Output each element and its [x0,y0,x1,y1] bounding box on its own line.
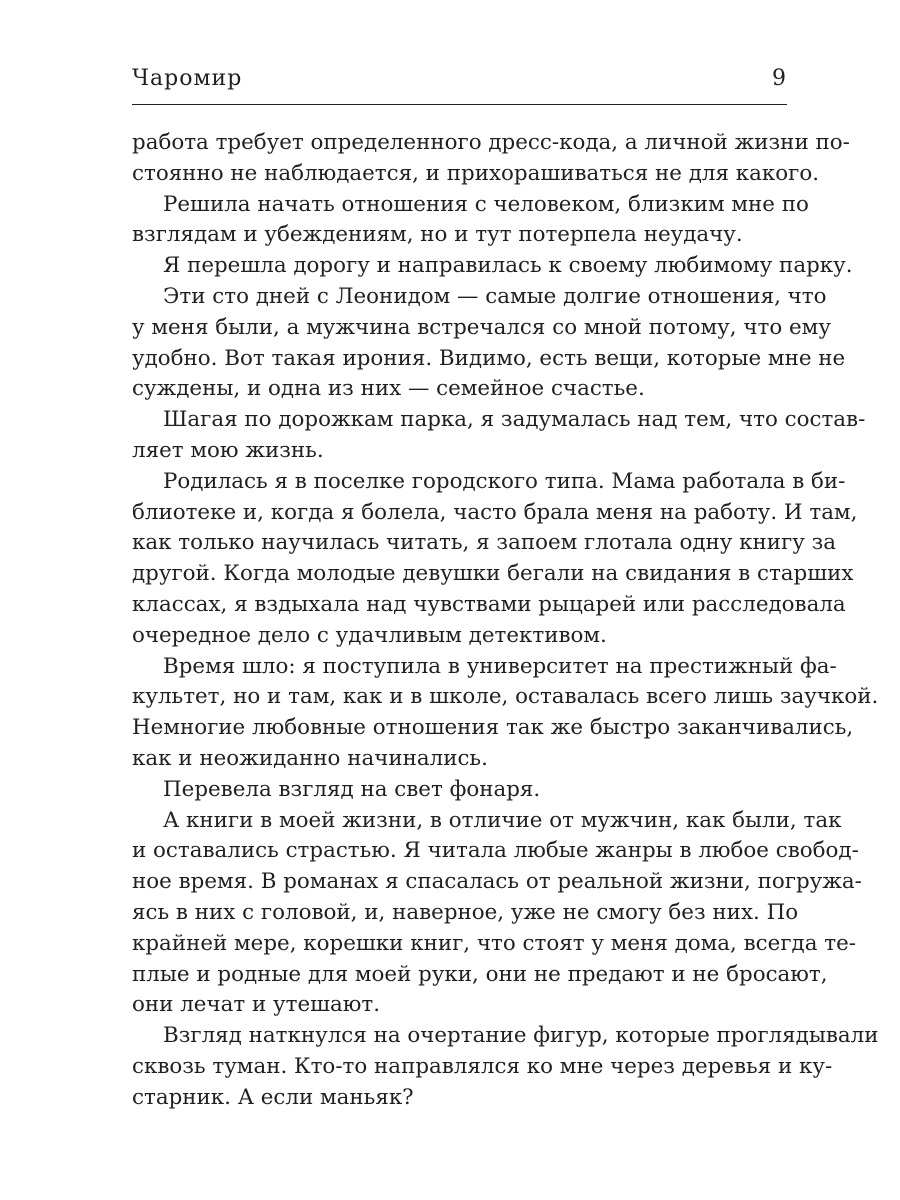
text-line: классах, я вздыхала над чувствами рыцарей или расследовала [132,591,846,617]
text-line: Шагая по дорожкам парка, я задумалась над тем, что состав- [163,407,866,433]
running-header [132,66,787,96]
paragraph [132,251,853,282]
paragraph [132,806,862,1022]
paragraph [132,282,846,405]
text-line: работа требует определенного дресс-кода, а личной жизни по- [132,130,850,155]
paragraph [132,405,866,467]
paragraph [132,1021,879,1113]
text-line: Немногие любовные отношения так же быстро заканчивались, [132,715,854,741]
text-line: сквозь туман. Кто-то направлялся ко мне через деревья и ку- [132,1053,833,1079]
text-line: крайней мере, корешки книг, что стоят у меня дома, всегда те- [132,930,856,956]
text-line: удобно. Вот такая ирония. Видимо, есть вещи, которые мне не [132,345,846,371]
text-line: блиотеке и, когда я болела, часто брала меня на работу. И там, [132,499,858,525]
text-line: как только научилась читать, я запоем глотала одну книгу за [132,530,837,556]
text-line: плые и родные для моей руки, они не предают и не бросают, [132,961,828,987]
running-title: Чаромир [132,66,243,91]
text-line: взглядам и убеждениям, но и тут потерпела неудачу. [132,222,743,248]
text-line: у меня были, а мужчина встречался со мной потому, что ему [132,314,831,340]
text-line: очередное дело с удачливым детективом. [132,622,607,648]
paragraph [132,775,787,806]
text-line: они лечат и утешают. [132,992,380,1018]
text-line: ляет мою жизнь. [132,437,324,463]
paragraph [132,652,879,775]
text-line: Родилась я в поселке городского типа. Мама работала в би- [163,468,846,494]
text-line: Эти сто дней с Леонидом — самые долгие отношения, что [163,283,827,309]
text-line: Взгляд наткнулся на очертание фигур, которые проглядывали [163,1023,879,1049]
paragraph [132,128,850,190]
text-line: Решила начать отношения с человеком, близким мне по [163,191,809,217]
paragraph [132,190,809,252]
text-line: как и неожиданно начинались. [132,745,488,771]
text-line: А книги в моей жизни, в отличие от мужчин, как были, так [163,807,842,833]
text-line: ное время. В романах я спасалась от реальной жизни, погружа- [132,869,862,895]
text-line: культет, но и там, как и в школе, оставалась всего лишь заучкой. [132,684,879,710]
text-line: Я перешла дорогу и направилась к своему любимому парку. [163,253,853,279]
text-line: суждены, и одна из них — семейное счастье. [132,376,645,402]
paragraph [132,467,858,652]
text-line: старник. А если маньяк? [132,1084,414,1110]
text-line: стоянно не наблюдается, и прихорашиваться не для какого. [132,160,820,186]
text-line: Время шло: я поступила в университет на престижный фа- [163,653,837,679]
header-rule [132,104,787,105]
text-line: Перевела взгляд на свет фонаря. [163,776,541,802]
page-number: 9 [772,66,787,91]
text-line: другой. Когда молодые девушки бегали на свидания в старших [132,561,854,587]
text-line: и оставались страстью. Я читала любые жанры в любое свобод- [132,838,859,864]
body-text [132,128,879,1114]
text-line: ясь в них с головой, и, наверное, уже не смогу без них. По [132,899,799,925]
